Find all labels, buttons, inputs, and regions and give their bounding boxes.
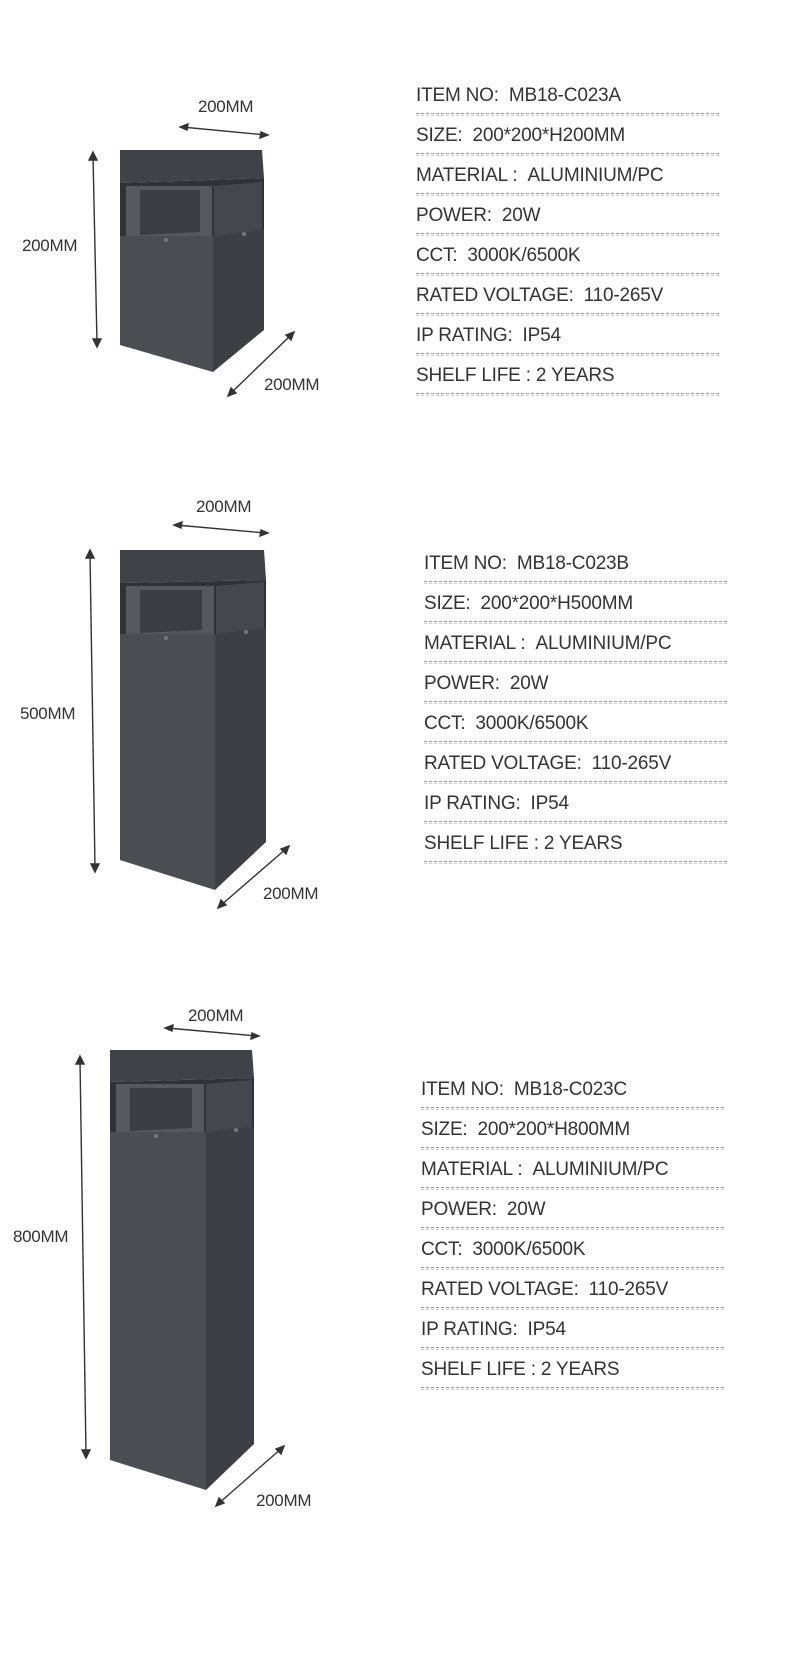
spec-size: SIZE: 200*200*H800MM — [421, 1110, 724, 1150]
width-dimension-arrow — [180, 124, 268, 138]
height-dimension-label: 800MM — [13, 1227, 69, 1246]
bollard-c — [110, 1050, 254, 1490]
spec-size: SIZE: 200*200*H200MM — [416, 116, 719, 156]
spec-rated-voltage: RATED VOLTAGE: 110-265V — [424, 744, 727, 784]
spec-material: MATERIAL : ALUMINIUM/PC — [424, 624, 727, 664]
spec-power: POWER: 20W — [424, 664, 727, 704]
width-dimension-label: 200MM — [198, 97, 254, 116]
height-dimension-label: 200MM — [22, 236, 78, 255]
spec-shelf-life: SHELF LIFE : 2 YEARS — [416, 356, 719, 396]
spec-item-no: ITEM NO: MB18-C023B — [424, 544, 727, 584]
spec-rated-voltage: RATED VOLTAGE: 110-265V — [421, 1270, 724, 1310]
spec-material: MATERIAL : ALUMINIUM/PC — [421, 1150, 724, 1190]
width-dimension-arrow — [165, 1025, 259, 1039]
spec-list — [421, 1070, 724, 1390]
height-dimension-arrow — [89, 152, 101, 347]
spec-power: POWER: 20W — [421, 1190, 724, 1230]
spec-rated-voltage: RATED VOLTAGE: 110-265V — [416, 276, 719, 316]
bollard-diagram-b — [0, 500, 400, 1020]
spec-material: MATERIAL : ALUMINIUM/PC — [416, 156, 719, 196]
bollard-diagram-c — [0, 1020, 400, 1665]
spec-ip-rating: IP RATING: IP54 — [416, 316, 719, 356]
product-section-a — [0, 0, 790, 500]
spec-cct: CCT: 3000K/6500K — [421, 1230, 724, 1270]
spec-shelf-life: SHELF LIFE : 2 YEARS — [424, 824, 727, 864]
depth-dimension-label: 200MM — [263, 884, 319, 903]
width-dimension-label: 200MM — [196, 497, 252, 516]
spec-power: POWER: 20W — [416, 196, 719, 236]
spec-shelf-life: SHELF LIFE : 2 YEARS — [421, 1350, 724, 1390]
spec-cct: CCT: 3000K/6500K — [424, 704, 727, 744]
spec-ip-rating: IP RATING: IP54 — [424, 784, 727, 824]
spec-item-no: ITEM NO: MB18-C023A — [416, 76, 719, 116]
height-dimension-arrow — [76, 1056, 90, 1458]
spec-ip-rating: IP RATING: IP54 — [421, 1310, 724, 1350]
bollard-a — [120, 150, 264, 372]
width-dimension-label: 200MM — [188, 1006, 244, 1025]
width-dimension-arrow — [174, 522, 268, 536]
bollard-diagram-a — [0, 0, 400, 440]
height-dimension-label: 500MM — [20, 704, 76, 723]
spec-size: SIZE: 200*200*H500MM — [424, 584, 727, 624]
spec-item-no: ITEM NO: MB18-C023C — [421, 1070, 724, 1110]
depth-dimension-label: 200MM — [256, 1491, 312, 1510]
bollard-b — [120, 550, 266, 890]
product-section-b — [0, 497, 790, 1020]
height-dimension-arrow — [86, 550, 99, 872]
spec-list — [416, 76, 719, 396]
spec-cct: CCT: 3000K/6500K — [416, 236, 719, 276]
depth-dimension-label: 200MM — [264, 375, 320, 394]
spec-list — [424, 544, 727, 864]
product-section-c — [0, 1006, 790, 1665]
